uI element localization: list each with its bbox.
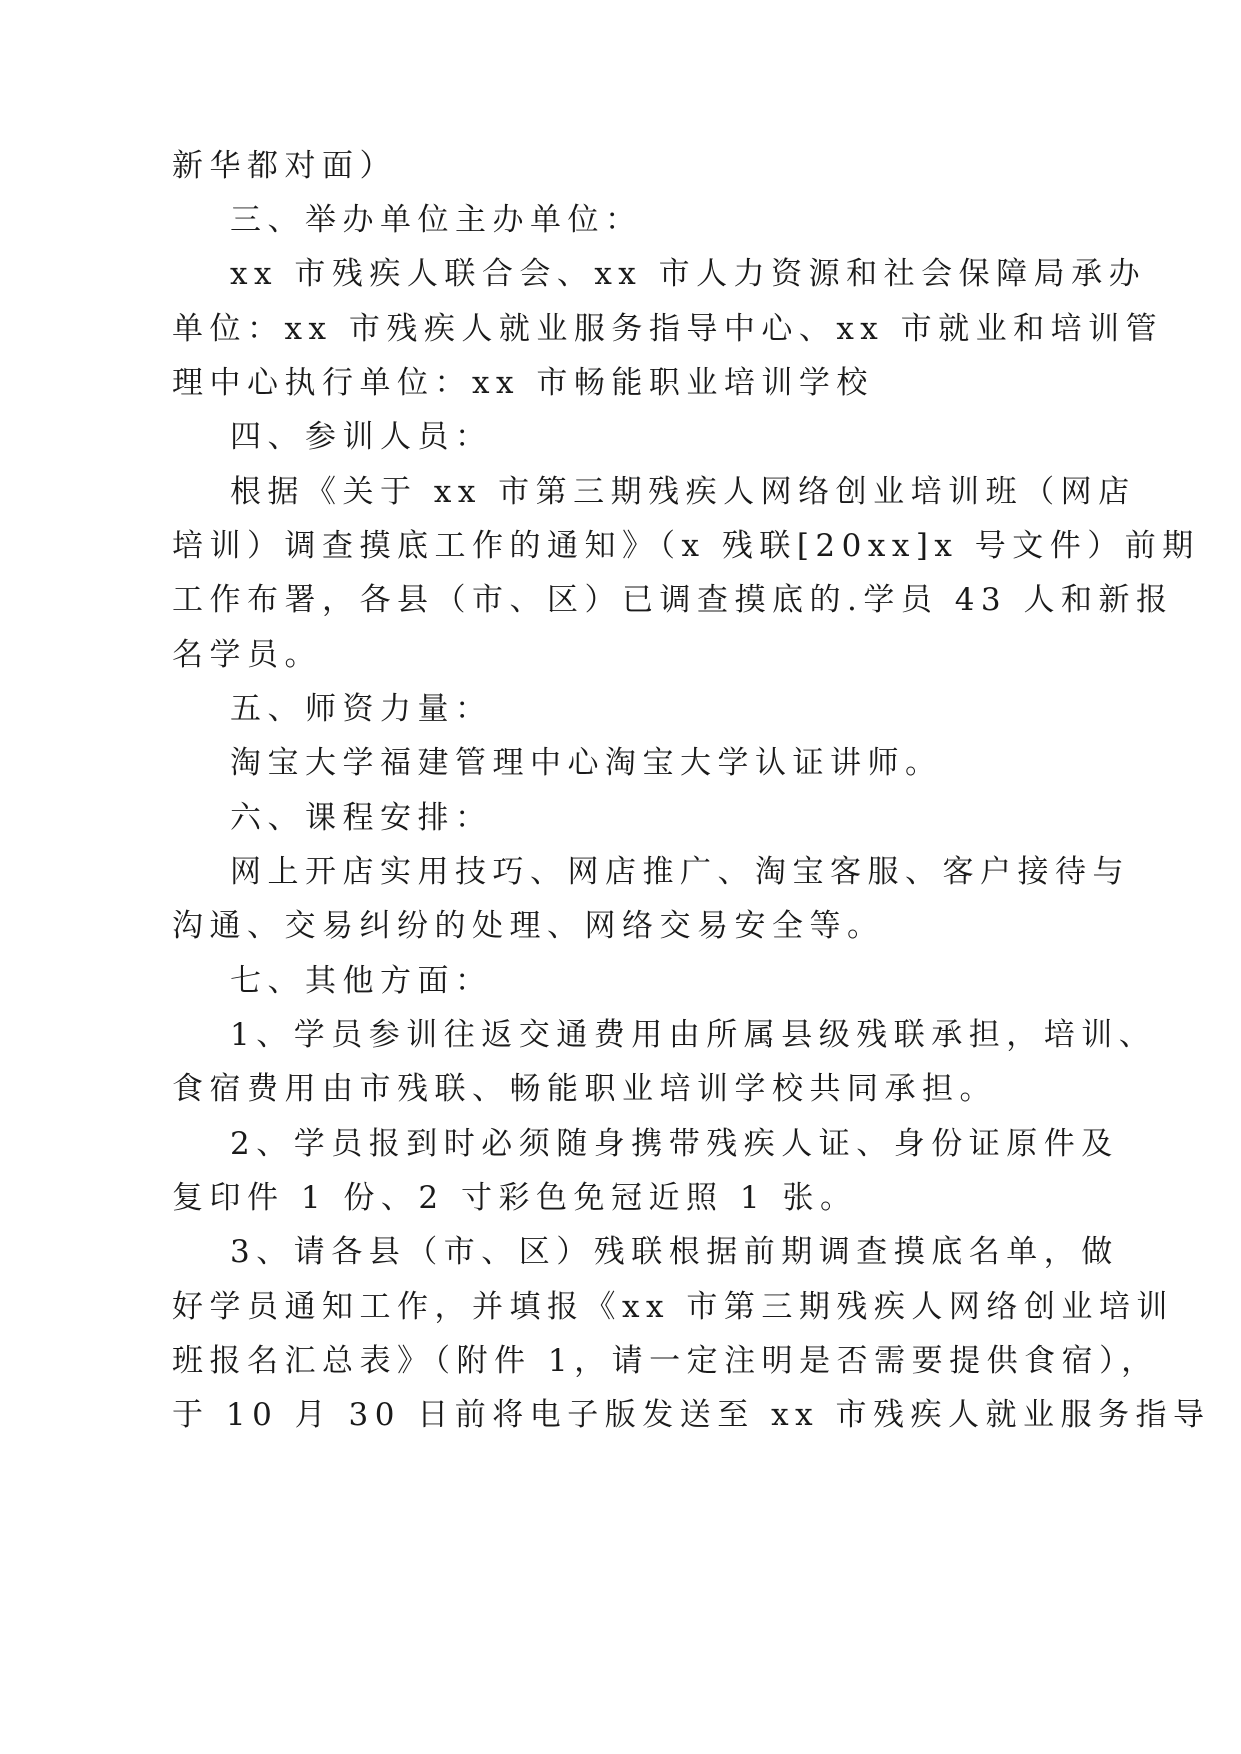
section-heading-3: 三、举办单位主办单位： [230,202,643,238]
text-line-21: 3、请各县（市、区）残联根据前期调查摸底名单，做 [230,1234,1119,1270]
text-line-15: 沟通、交易纠纷的处理、网络交易安全等。 [172,908,885,944]
section-heading-4: 四、参训人员： [230,419,493,455]
text-line-4: 单位：xx 市残疾人就业服务指导中心、xx 市就业和培训管 [172,311,1164,347]
text-line-14: 网上开店实用技巧、网店推广、淘宝客服、客户接待与 [230,854,1130,890]
text-line-22: 好学员通知工作，并填报《xx 市第三期残疾人网络创业培训 [172,1289,1174,1325]
text-line-19: 2、学员报到时必须随身携带残疾人证、身份证原件及 [230,1126,1119,1162]
text-line-24: 于 10 月 30 日前将电子版发送至 xx 市残疾人就业服务指导 [172,1397,1211,1433]
section-heading-7: 七、其他方面： [230,963,493,999]
text-line-10: 名学员。 [172,637,322,673]
text-line-17: 1、学员参训往返交通费用由所属县级残联承担，培训、 [230,1017,1157,1053]
text-line-1: 新华都对面） [172,148,397,184]
text-line-23: 班报名汇总表》（附件 1，请一定注明是否需要提供食宿）， [172,1343,1159,1379]
text-line-18: 食宿费用由市残联、畅能职业培训学校共同承担。 [172,1071,997,1107]
text-line-3: xx 市残疾人联合会、xx 市人力资源和社会保障局承办 [230,256,1147,292]
text-line-12: 淘宝大学福建管理中心淘宝大学认证讲师。 [230,745,943,781]
text-line-20: 复印件 1 份、2 寸彩色免冠近照 1 张。 [172,1180,858,1216]
text-line-5: 理中心执行单位：xx 市畅能职业培训学校 [172,365,874,401]
section-heading-5: 五、师资力量： [230,691,493,727]
text-line-9: 工作布署，各县（市、区）已调查摸底的.学员 43 人和新报 [172,582,1174,618]
text-line-7: 根据《关于 xx 市第三期残疾人网络创业培训班（网店 [230,474,1136,510]
section-heading-6: 六、课程安排： [230,800,493,836]
text-line-8: 培训）调查摸底工作的通知》（x 残联[20xx]x 号文件）前期 [172,528,1200,564]
